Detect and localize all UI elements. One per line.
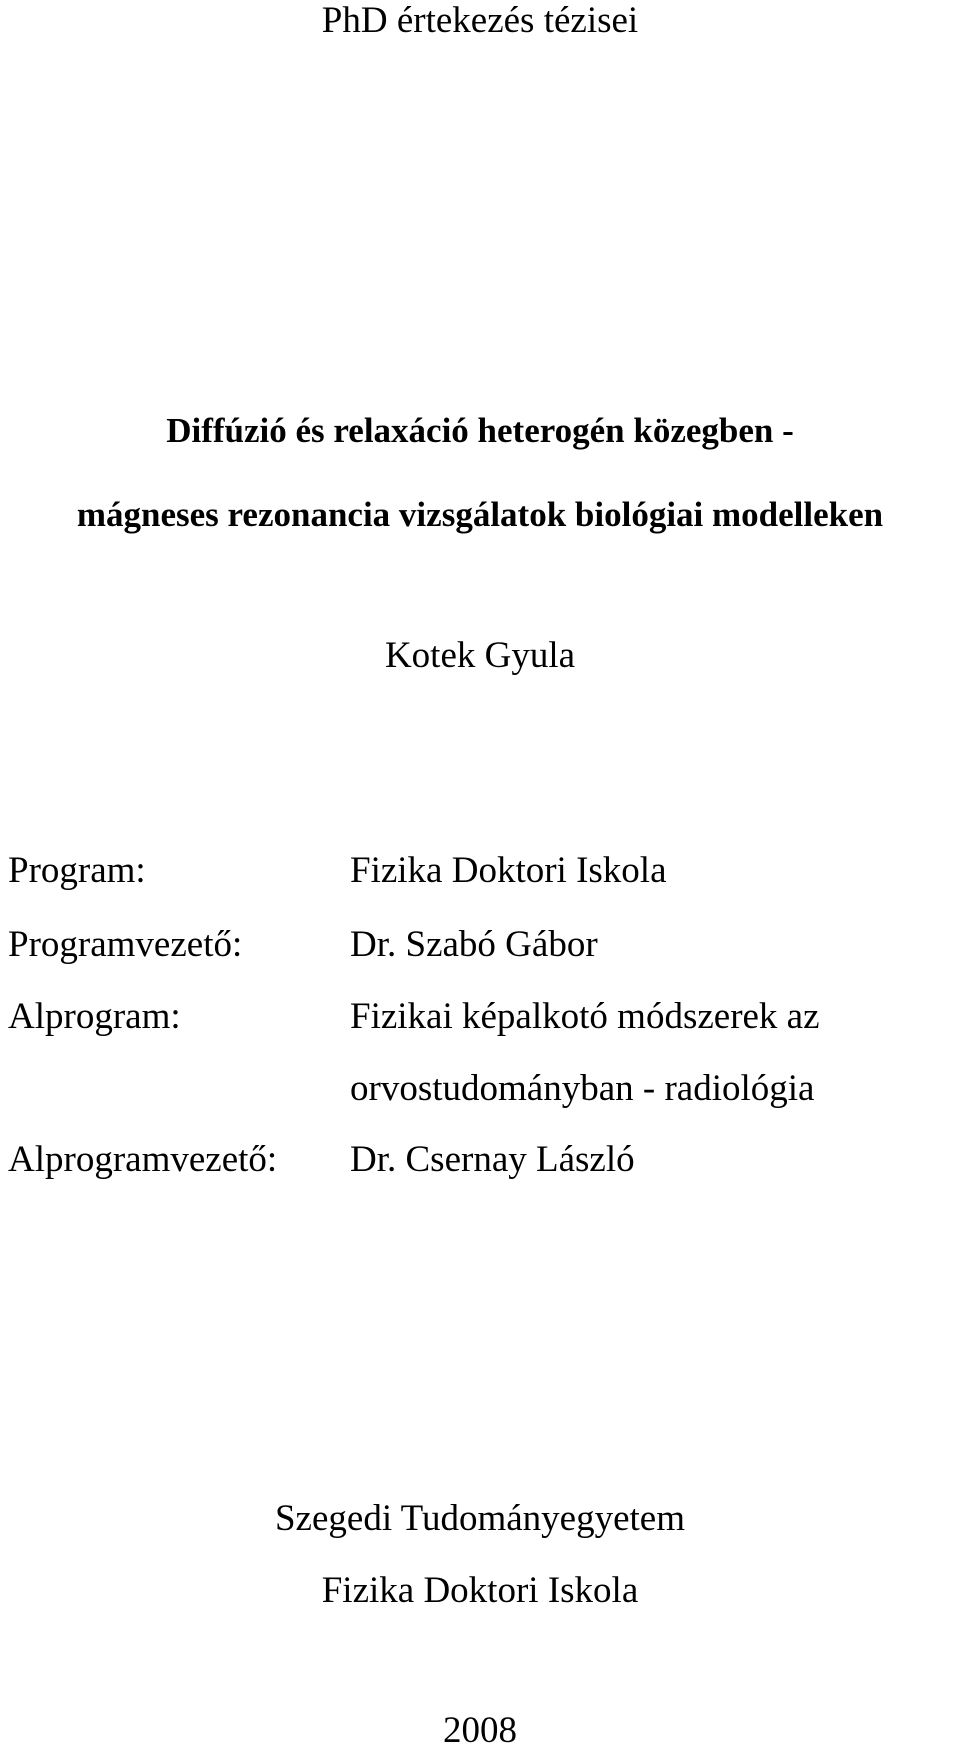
thesis-title-line-2: mágneses rezonancia vizsgálatok biológiai modelleken [76, 495, 884, 534]
subprogram-leader-label: Alprogramvezető: [8, 1139, 278, 1180]
university-name: Szegedi Tudományegyetem [274, 1498, 686, 1539]
program-label: Program: [8, 850, 146, 891]
subprogram-label: Alprogram: [8, 996, 181, 1037]
subprogram-value-line-1: Fizikai képalkotó módszerek az [350, 996, 820, 1037]
subprogram-value-line-2: orvostudományban - radiológia [350, 1068, 815, 1109]
author-name: Kotek Gyula [384, 635, 576, 676]
subprogram-leader-value: Dr. Csernay László [350, 1139, 635, 1180]
doctoral-school-name: Fizika Doktori Iskola [321, 1570, 639, 1611]
program-value: Fizika Doktori Iskola [350, 850, 667, 891]
document-type-heading: PhD értekezés tézisei [321, 0, 639, 41]
year: 2008 [443, 1710, 517, 1751]
thesis-title-line-1: Diffúzió és relaxáció heterogén közegben - [166, 411, 794, 450]
program-leader-label: Programvezető: [8, 924, 243, 965]
program-leader-value: Dr. Szabó Gábor [350, 924, 598, 965]
